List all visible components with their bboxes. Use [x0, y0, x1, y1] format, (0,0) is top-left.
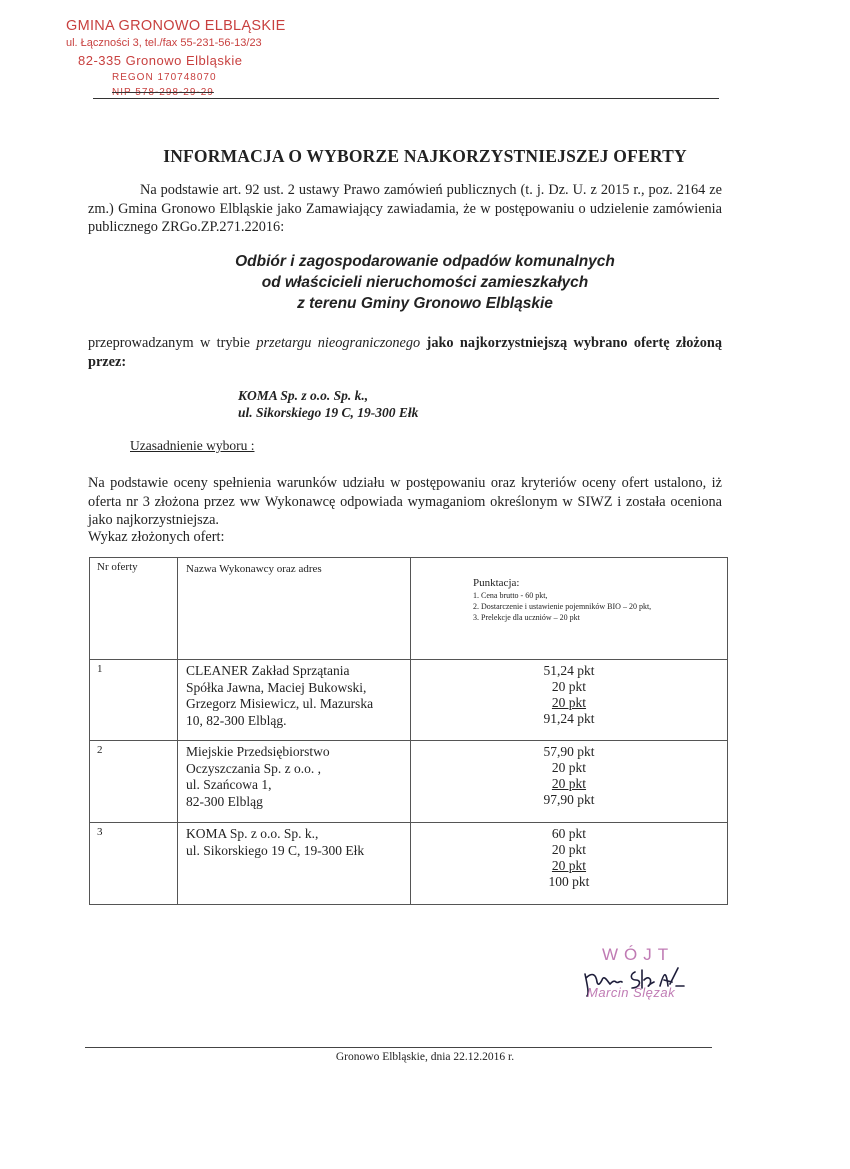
score-title: Punktacja: [473, 577, 520, 589]
row-contractor [178, 660, 411, 741]
document-title: INFORMACJA O WYBORZE NAJKORZYSTNIEJSZEJ OFERTY [163, 146, 687, 166]
score-price: 57,90 pkt [543, 744, 595, 759]
row-nr: 2 [90, 741, 178, 823]
contractor-line: KOMA Sp. z o.o. Sp. k., [186, 826, 319, 841]
row-scores [411, 823, 728, 905]
header-nr: Nr oferty [90, 558, 178, 660]
table-row [90, 823, 728, 905]
contractor-line: ul. Szańcowa 1, [186, 777, 272, 792]
winner-address: ul. Sikorskiego 19 C, 19-300 Ełk [238, 405, 419, 420]
criterion-2: 2. Dostarczenie i ustawienie pojemników BIO – 20 pkt, [473, 602, 652, 611]
procedure-prefix: przeprowadzanym w trybie [88, 335, 257, 351]
contractor-line: Oczyszczania Sp. z o.o. , [186, 760, 321, 776]
header-name: Nazwa Wykonawcy oraz adres [178, 558, 411, 660]
contractor-line: 10, 82-300 Elbląg. [186, 712, 287, 728]
row-contractor [178, 823, 411, 905]
winner-block [238, 387, 418, 421]
contractor-line: ul. Sikorskiego 19 C, 19-300 Ełk [186, 842, 365, 858]
intro-paragraph: Na podstawie art. 92 ust. 2 ustawy Prawo zamówień publicznych (t. j. Dz. U. z 2015 r., poz. 2164 ze zm.) Gmina Gronowo Elbląskie jako Zamawiający zawiadamia, że w postępowaniu o udzielenie zamówienia publicznego ZRGo.ZP.271.22016: [88, 182, 722, 235]
signature-name: Marcin Ślęzak [587, 985, 676, 1000]
header-score [411, 558, 728, 660]
score-bio: 20 pkt [551, 679, 587, 694]
table-header-row [90, 558, 728, 660]
offers-list-label: Wykaz złożonych ofert: [88, 529, 225, 545]
row-scores [411, 741, 728, 823]
stamp-postal: 82-335 Gronowo Elbląskie [78, 53, 243, 68]
score-total: 91,24 pkt [543, 711, 595, 726]
score-bio: 20 pkt [551, 842, 587, 857]
contractor-line: Grzegorz Misiewicz, ul. Mazurska [186, 696, 374, 711]
signature-title: WÓJT [602, 945, 675, 964]
stamp-address: ul. Łączności 3, tel./fax 55-231-56-13/23 [66, 37, 262, 49]
table-row [90, 660, 728, 741]
score-bio: 20 pkt [551, 760, 587, 775]
procedure-suffix: jako najkorzystniejszą wybrano ofertę złożoną przez: [88, 335, 722, 370]
score-lectures: 20 pkt [551, 858, 587, 873]
footer-divider [85, 1047, 712, 1048]
footer-place-date: Gronowo Elbląskie, dnia 22.12.2016 r. [335, 1051, 515, 1063]
subject-line-2: od właścicieli nieruchomości zamieszkałych [261, 274, 589, 291]
justification-paragraph: Na podstawie oceny spełnienia warunków udziału w postępowaniu oraz kryteriów oceny ofert ustalono, iż oferta nr 3 złożona przez ww Wykonawcę odpowiada wymaganiom określonym w SIWZ i została oceniona jako najkorzystniejsza. [88, 475, 722, 528]
score-price: 51,24 pkt [543, 663, 595, 678]
contractor-line: Spółka Jawna, Maciej Bukowski, [186, 679, 367, 695]
row-nr: 3 [90, 823, 178, 905]
criterion-3: 3. Prelekcje dla uczniów – 20 pkt [473, 613, 580, 622]
contract-subject [0, 251, 850, 314]
table-row [90, 741, 728, 823]
score-total: 97,90 pkt [543, 792, 595, 807]
header-divider [93, 98, 719, 99]
contractor-line: 82-300 Elbląg [186, 793, 263, 809]
procedure-paragraph [88, 334, 722, 371]
score-price: 60 pkt [551, 826, 587, 841]
criterion-1: 1. Cena brutto - 60 pkt, [473, 591, 548, 600]
justification-heading: Uzasadnienie wyboru : [130, 438, 255, 453]
row-scores [411, 660, 728, 741]
contractor-line: CLEANER Zakład Sprzątania [186, 663, 350, 678]
score-lectures: 20 pkt [551, 695, 587, 710]
stamp-nip: NIP 578-298-29-29 [112, 87, 214, 98]
score-lectures: 20 pkt [551, 776, 587, 791]
winner-name: KOMA Sp. z o.o. Sp. k., [238, 388, 369, 403]
contractor-line: Miejskie Przedsiębiorstwo [186, 744, 330, 759]
score-total: 100 pkt [548, 874, 590, 889]
stamp-municipality-name: GMINA GRONOWO ELBLĄSKIE [66, 18, 286, 34]
stamp-regon: REGON 170748070 [112, 72, 217, 83]
row-contractor [178, 741, 411, 823]
subject-line-3: z terenu Gminy Gronowo Elbląskie [297, 295, 553, 312]
subject-line-1: Odbiór i zagospodarowanie odpadów komunalnych [235, 253, 615, 270]
procedure-mode: przetargu nieograniczonego [256, 335, 421, 351]
row-nr: 1 [90, 660, 178, 741]
offers-table [89, 557, 728, 905]
